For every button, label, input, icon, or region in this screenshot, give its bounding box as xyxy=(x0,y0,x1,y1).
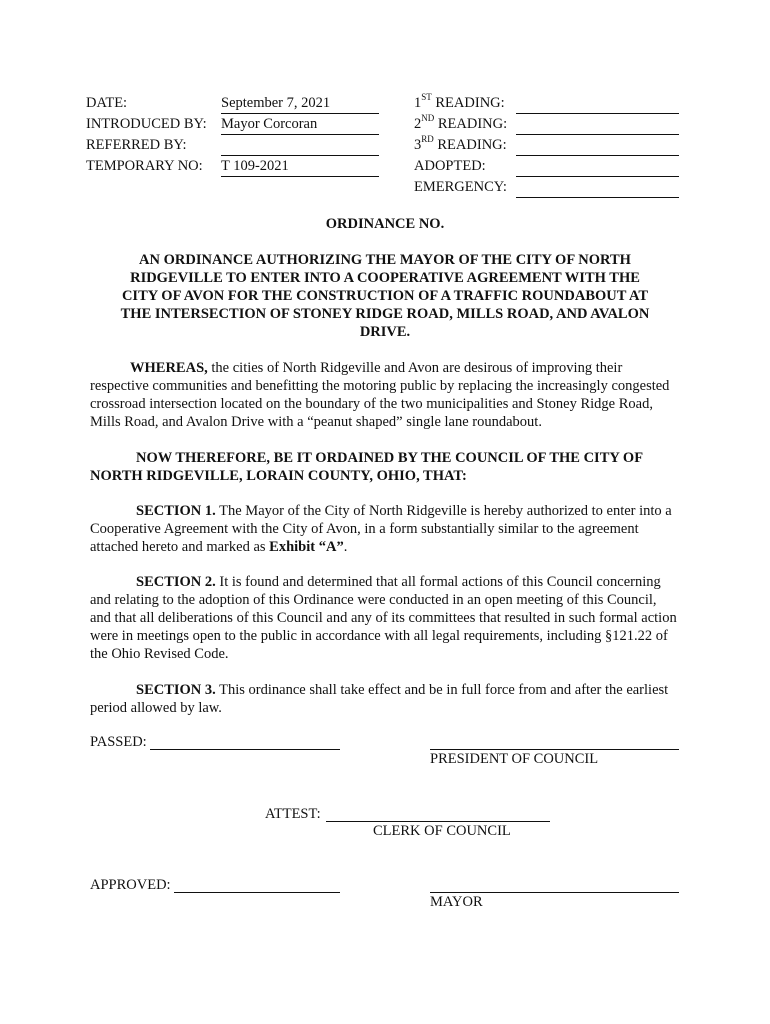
president-of-council-label: PRESIDENT OF COUNCIL xyxy=(430,751,599,767)
adopted-underline xyxy=(516,176,679,177)
attest-signature-line xyxy=(326,821,550,822)
second-reading-label: 2ND READING: xyxy=(414,113,508,132)
date-label: DATE: xyxy=(86,95,128,111)
passed-signature-line xyxy=(150,749,340,750)
section-2-paragraph: SECTION 2. It is found and determined that all formal actions of this Council concerning and relating to the adoption of this Ordinance were conducted in an open meeting of this Council, and that all deliberations of this Council and any of its committees that resulted in such formal action were in meetings open to the public in accordance with all legal requirements, including §121.22 of the Ohio Revised Code. xyxy=(90,574,677,662)
temporary-no-label: TEMPORARY NO: xyxy=(86,158,203,174)
first-reading-underline xyxy=(516,113,679,114)
approved-label: APPROVED: xyxy=(90,877,171,893)
mayor-signature-line xyxy=(430,892,679,893)
ordinance-number: ORDINANCE NO. xyxy=(325,216,445,232)
introduced-by-label: INTRODUCED BY: xyxy=(86,116,207,132)
introduced-by-value: Mayor Corcoran xyxy=(221,116,318,132)
now-therefore-paragraph: NOW THEREFORE, BE IT ORDAINED BY THE COUNCIL OF THE CITY OF NORTH RIDGEVILLE, LORAIN COUNTY, OHIO, THAT: xyxy=(90,450,643,484)
referred-by-label: REFERRED BY: xyxy=(86,137,187,153)
section-1-paragraph: SECTION 1. The Mayor of the City of North Ridgeville is hereby authorized to enter into a Cooperative Agreement with the City of Avon, in a form substantially similar to the agreement attached hereto and marked as Exhibit “A”. xyxy=(90,503,672,555)
clerk-of-council-label: CLERK OF COUNCIL xyxy=(373,823,511,839)
attest-label: ATTEST: xyxy=(265,806,321,822)
temporary-no-underline xyxy=(221,176,379,177)
introduced-by-underline xyxy=(221,134,379,135)
first-reading-label: 1ST READING: xyxy=(414,92,505,111)
ordinance-title: AN ORDINANCE AUTHORIZING THE MAYOR OF THE CITY OF NORTH RIDGEVILLE TO ENTER INTO A COOPERATIVE AGREEMENT WITH THE CITY OF AVON FOR THE CONSTRUCTION OF A TRAFFIC ROUNDABOUT AT THE INTERSECTION OF STONEY RIDGE ROAD, MILLS ROAD, AND AVALON DRIVE. xyxy=(120,252,650,340)
third-reading-underline xyxy=(516,155,679,156)
third-reading-label: 3RD READING: xyxy=(414,134,507,153)
section-3-paragraph: SECTION 3. This ordinance shall take effect and be in full force from and after the earliest period allowed by law. xyxy=(90,682,669,716)
second-reading-underline xyxy=(516,134,679,135)
adopted-label: ADOPTED: xyxy=(414,158,486,174)
emergency-underline xyxy=(516,197,679,198)
approved-signature-line xyxy=(174,892,340,893)
date-value: September 7, 2021 xyxy=(221,95,331,111)
temporary-no-value: T 109-2021 xyxy=(221,158,289,174)
president-signature-line xyxy=(430,749,679,750)
emergency-label: EMERGENCY: xyxy=(414,179,507,195)
passed-label: PASSED: xyxy=(90,734,147,750)
whereas-paragraph: WHEREAS, the cities of North Ridgeville and Avon are desirous of improving their respective communities and benefitting the motoring public by replacing the increasingly congested crossroad intersection located on the boundary of the two municipalities and Stoney Ridge Road, Mills Road, and Avalon Drive with a “peanut shaped” single lane roundabout. xyxy=(90,360,670,430)
mayor-label: MAYOR xyxy=(430,894,483,910)
